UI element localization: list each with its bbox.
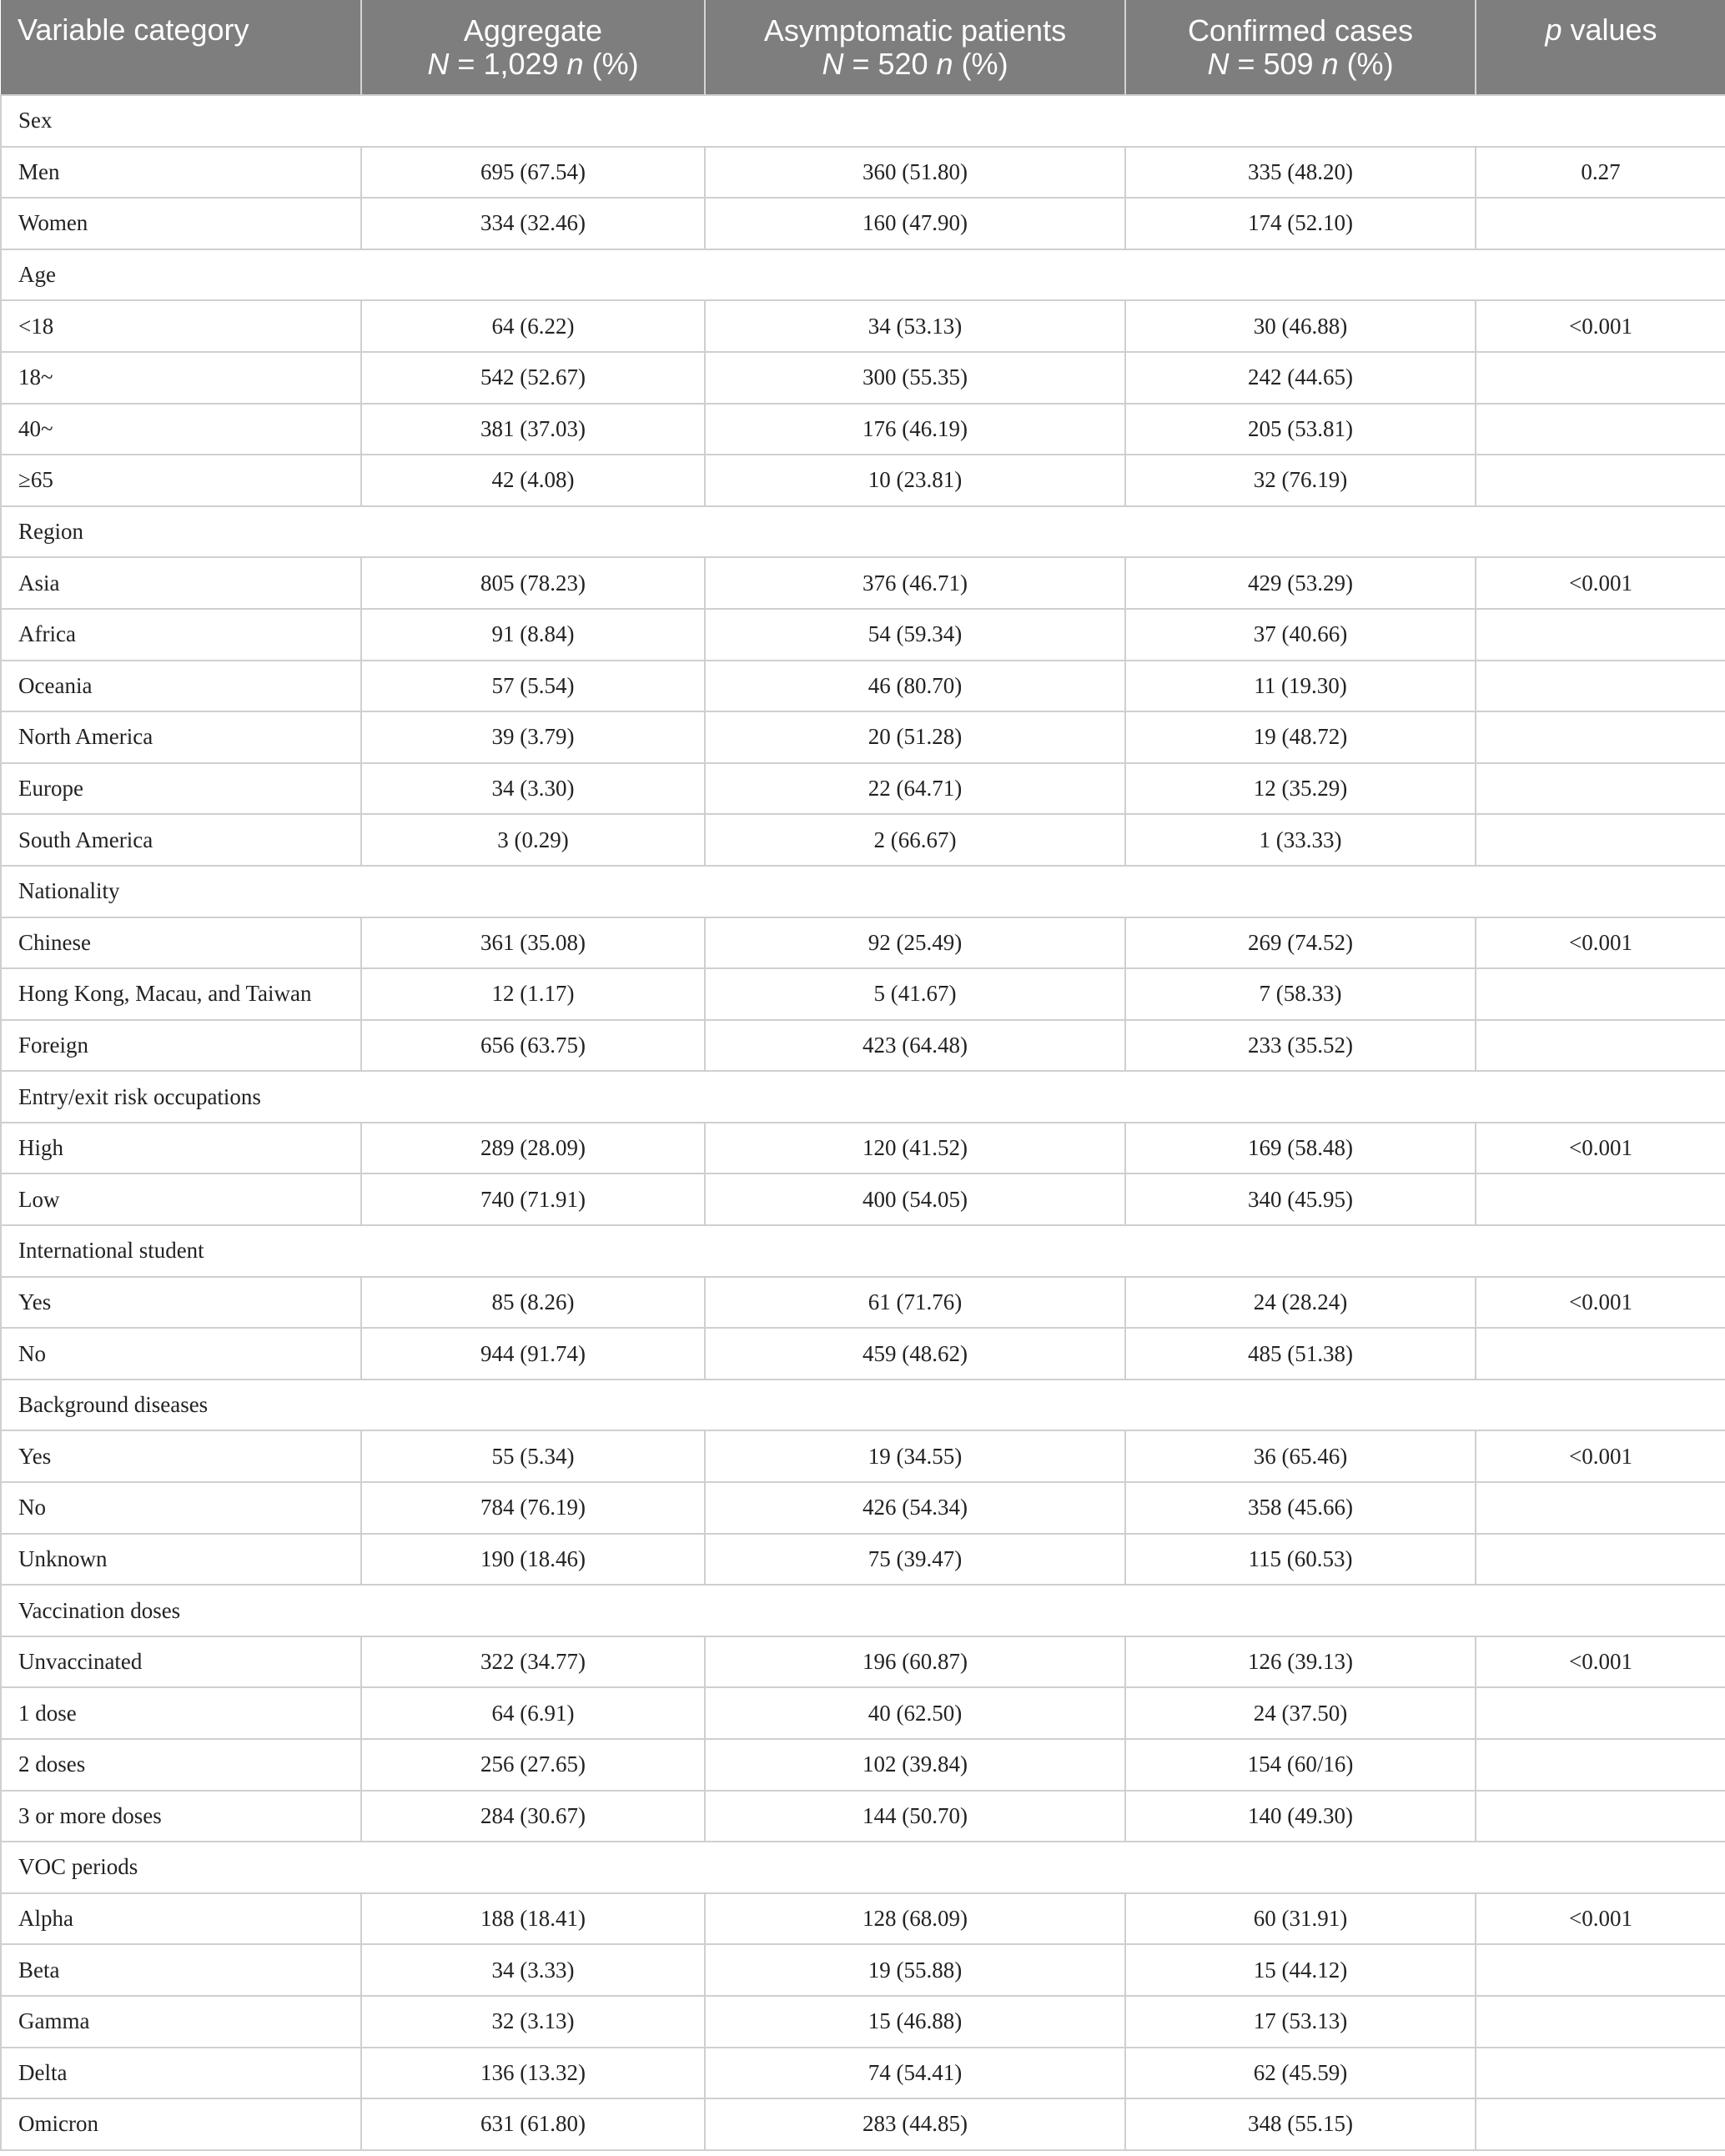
p-value-cell	[1476, 198, 1725, 249]
header-aggregate-n: N = 1,029 n (%)	[427, 46, 639, 81]
row-label: High	[1, 1123, 361, 1174]
confirmed-cell: 126 (39.13)	[1125, 1636, 1476, 1688]
p-value-cell: <0.001	[1476, 1636, 1725, 1688]
header-asymptomatic-title: Asymptomatic patients	[763, 13, 1067, 48]
table-header	[1, 0, 1725, 95]
aggregate-cell: 12 (1.17)	[361, 968, 705, 1020]
row-label: Asia	[1, 557, 361, 609]
row-label: 1 dose	[1, 1687, 361, 1739]
p-value-cell	[1476, 711, 1725, 763]
header-row	[1, 0, 1725, 95]
category-row	[1, 866, 1725, 917]
aggregate-cell: 32 (3.13)	[361, 1996, 705, 2048]
confirmed-cell: 269 (74.52)	[1125, 917, 1476, 969]
row-label: Yes	[1, 1277, 361, 1329]
category-row	[1, 1071, 1725, 1123]
confirmed-cell: 485 (51.38)	[1125, 1328, 1476, 1380]
p-value-cell: <0.001	[1476, 917, 1725, 969]
p-value-cell	[1476, 1739, 1725, 1791]
row-label: North America	[1, 711, 361, 763]
table-row	[1, 1328, 1725, 1380]
header-confirmed-n: N = 509 n (%)	[1207, 46, 1394, 81]
p-value-cell: <0.001	[1476, 1277, 1725, 1329]
header-confirmed	[1125, 0, 1476, 95]
confirmed-cell: 358 (45.66)	[1125, 1482, 1476, 1534]
category-label: Entry/exit risk occupations	[1, 1071, 1725, 1123]
asymptomatic-cell: 128 (68.09)	[705, 1893, 1125, 1945]
category-label: Nationality	[1, 866, 1725, 917]
aggregate-cell: 39 (3.79)	[361, 711, 705, 763]
p-value-cell	[1476, 1687, 1725, 1739]
table-row	[1, 404, 1725, 455]
header-aggregate	[361, 0, 705, 95]
aggregate-cell: 64 (6.22)	[361, 300, 705, 352]
category-row	[1, 506, 1725, 558]
table-row	[1, 1430, 1725, 1482]
table-row	[1, 1687, 1725, 1739]
category-label: Age	[1, 249, 1725, 301]
aggregate-cell: 361 (35.08)	[361, 917, 705, 969]
confirmed-cell: 62 (45.59)	[1125, 2048, 1476, 2099]
confirmed-cell: 24 (37.50)	[1125, 1687, 1476, 1739]
asymptomatic-cell: 376 (46.71)	[705, 557, 1125, 609]
table-row	[1, 557, 1725, 609]
row-label: Delta	[1, 2048, 361, 2099]
asymptomatic-cell: 120 (41.52)	[705, 1123, 1125, 1174]
asymptomatic-cell: 400 (54.05)	[705, 1173, 1125, 1225]
p-value-cell	[1476, 1534, 1725, 1586]
row-label: Alpha	[1, 1893, 361, 1945]
header-aggregate-title: Aggregate	[463, 13, 603, 48]
aggregate-cell: 190 (18.46)	[361, 1534, 705, 1586]
table-row	[1, 1739, 1725, 1791]
confirmed-cell: 12 (35.29)	[1125, 763, 1476, 815]
aggregate-cell: 542 (52.67)	[361, 352, 705, 404]
asymptomatic-cell: 92 (25.49)	[705, 917, 1125, 969]
row-label: Low	[1, 1173, 361, 1225]
confirmed-cell: 429 (53.29)	[1125, 557, 1476, 609]
aggregate-cell: 42 (4.08)	[361, 455, 705, 506]
confirmed-cell: 15 (44.12)	[1125, 1944, 1476, 1996]
confirmed-cell: 17 (53.13)	[1125, 1996, 1476, 2048]
category-row	[1, 1380, 1725, 1431]
p-value-cell	[1476, 404, 1725, 455]
row-label: Unknown	[1, 1534, 361, 1586]
header-confirmed-title: Confirmed cases	[1187, 13, 1414, 48]
row-label: ≥65	[1, 455, 361, 506]
aggregate-cell: 631 (61.80)	[361, 2098, 705, 2150]
aggregate-cell: 55 (5.34)	[361, 1430, 705, 1482]
asymptomatic-cell: 61 (71.76)	[705, 1277, 1125, 1329]
table-row	[1, 198, 1725, 249]
aggregate-cell: 64 (6.91)	[361, 1687, 705, 1739]
aggregate-cell: 740 (71.91)	[361, 1173, 705, 1225]
aggregate-cell: 34 (3.33)	[361, 1944, 705, 1996]
aggregate-cell: 57 (5.54)	[361, 661, 705, 712]
confirmed-cell: 174 (52.10)	[1125, 198, 1476, 249]
asymptomatic-cell: 300 (55.35)	[705, 352, 1125, 404]
confirmed-cell: 32 (76.19)	[1125, 455, 1476, 506]
p-value-cell	[1476, 661, 1725, 712]
confirmed-cell: 115 (60.53)	[1125, 1534, 1476, 1586]
asymptomatic-cell: 20 (51.28)	[705, 711, 1125, 763]
p-value-cell	[1476, 814, 1725, 866]
table-row	[1, 1636, 1725, 1688]
table-row	[1, 711, 1725, 763]
aggregate-cell: 136 (13.32)	[361, 2048, 705, 2099]
p-value-cell: 0.27	[1476, 147, 1725, 199]
confirmed-cell: 233 (35.52)	[1125, 1020, 1476, 1072]
category-label: Background diseases	[1, 1380, 1725, 1431]
row-label: Unvaccinated	[1, 1636, 361, 1688]
category-row	[1, 95, 1725, 147]
asymptomatic-cell: 34 (53.13)	[705, 300, 1125, 352]
asymptomatic-cell: 459 (48.62)	[705, 1328, 1125, 1380]
row-label: Yes	[1, 1430, 361, 1482]
table-row	[1, 814, 1725, 866]
p-value-cell	[1476, 1020, 1725, 1072]
p-value-cell	[1476, 1482, 1725, 1534]
asymptomatic-cell: 10 (23.81)	[705, 455, 1125, 506]
aggregate-cell: 34 (3.30)	[361, 763, 705, 815]
asymptomatic-cell: 144 (50.70)	[705, 1791, 1125, 1842]
table-row	[1, 1893, 1725, 1945]
confirmed-cell: 60 (31.91)	[1125, 1893, 1476, 1945]
confirmed-cell: 205 (53.81)	[1125, 404, 1476, 455]
asymptomatic-cell: 196 (60.87)	[705, 1636, 1125, 1688]
row-label: <18	[1, 300, 361, 352]
confirmed-cell: 140 (49.30)	[1125, 1791, 1476, 1842]
row-label: No	[1, 1482, 361, 1534]
p-value-cell	[1476, 609, 1725, 661]
asymptomatic-cell: 40 (62.50)	[705, 1687, 1125, 1739]
table-row	[1, 2098, 1725, 2150]
header-p-values: p values	[1476, 0, 1725, 95]
p-value-cell: <0.001	[1476, 1430, 1725, 1482]
confirmed-cell: 19 (48.72)	[1125, 711, 1476, 763]
row-label: Foreign	[1, 1020, 361, 1072]
aggregate-cell: 784 (76.19)	[361, 1482, 705, 1534]
row-label: Beta	[1, 1944, 361, 1996]
asymptomatic-cell: 176 (46.19)	[705, 404, 1125, 455]
aggregate-cell: 188 (18.41)	[361, 1893, 705, 1945]
table-row	[1, 968, 1725, 1020]
aggregate-cell: 381 (37.03)	[361, 404, 705, 455]
aggregate-cell: 85 (8.26)	[361, 1277, 705, 1329]
category-label: Vaccination doses	[1, 1585, 1725, 1636]
table-row	[1, 1791, 1725, 1842]
confirmed-cell: 154 (60/16)	[1125, 1739, 1476, 1791]
p-value-cell	[1476, 1996, 1725, 2048]
row-label: 2 doses	[1, 1739, 361, 1791]
category-row	[1, 1585, 1725, 1636]
asymptomatic-cell: 74 (54.41)	[705, 2048, 1125, 2099]
asymptomatic-cell: 5 (41.67)	[705, 968, 1125, 1020]
category-row	[1, 1842, 1725, 1893]
row-label: Chinese	[1, 917, 361, 969]
row-label: Europe	[1, 763, 361, 815]
row-label: South America	[1, 814, 361, 866]
category-label: International student	[1, 1225, 1725, 1277]
row-label: 40~	[1, 404, 361, 455]
asymptomatic-cell: 46 (80.70)	[705, 661, 1125, 712]
asymptomatic-cell: 19 (34.55)	[705, 1430, 1125, 1482]
asymptomatic-cell: 75 (39.47)	[705, 1534, 1125, 1586]
table-row	[1, 1944, 1725, 1996]
confirmed-cell: 7 (58.33)	[1125, 968, 1476, 1020]
asymptomatic-cell: 160 (47.90)	[705, 198, 1125, 249]
p-value-cell	[1476, 763, 1725, 815]
p-value-cell	[1476, 1791, 1725, 1842]
confirmed-cell: 1 (33.33)	[1125, 814, 1476, 866]
confirmed-cell: 24 (28.24)	[1125, 1277, 1476, 1329]
asymptomatic-cell: 2 (66.67)	[705, 814, 1125, 866]
table-row	[1, 352, 1725, 404]
asymptomatic-cell: 426 (54.34)	[705, 1482, 1125, 1534]
p-value-cell: <0.001	[1476, 1893, 1725, 1945]
asymptomatic-cell: 22 (64.71)	[705, 763, 1125, 815]
row-label: No	[1, 1328, 361, 1380]
asymptomatic-cell: 54 (59.34)	[705, 609, 1125, 661]
row-label: Hong Kong, Macau, and Taiwan	[1, 968, 361, 1020]
row-label: Women	[1, 198, 361, 249]
asymptomatic-cell: 283 (44.85)	[705, 2098, 1125, 2150]
asymptomatic-cell: 15 (46.88)	[705, 1996, 1125, 2048]
p-value-cell	[1476, 1173, 1725, 1225]
aggregate-cell: 91 (8.84)	[361, 609, 705, 661]
asymptomatic-cell: 360 (51.80)	[705, 147, 1125, 199]
row-label: Africa	[1, 609, 361, 661]
p-value-cell	[1476, 1944, 1725, 1996]
category-row	[1, 249, 1725, 301]
aggregate-cell: 256 (27.65)	[361, 1739, 705, 1791]
category-label: VOC periods	[1, 1842, 1725, 1893]
aggregate-cell: 322 (34.77)	[361, 1636, 705, 1688]
table-row	[1, 1996, 1725, 2048]
row-label: Omicron	[1, 2098, 361, 2150]
aggregate-cell: 289 (28.09)	[361, 1123, 705, 1174]
row-label: Gamma	[1, 1996, 361, 2048]
table-row	[1, 1277, 1725, 1329]
asymptomatic-cell: 19 (55.88)	[705, 1944, 1125, 1996]
table-row	[1, 763, 1725, 815]
p-value-cell: <0.001	[1476, 557, 1725, 609]
table-body	[1, 95, 1725, 2150]
confirmed-cell: 37 (40.66)	[1125, 609, 1476, 661]
p-value-cell	[1476, 352, 1725, 404]
p-value-cell	[1476, 2098, 1725, 2150]
table-row	[1, 2048, 1725, 2099]
confirmed-cell: 169 (58.48)	[1125, 1123, 1476, 1174]
p-value-cell	[1476, 455, 1725, 506]
confirmed-cell: 11 (19.30)	[1125, 661, 1476, 712]
aggregate-cell: 944 (91.74)	[361, 1328, 705, 1380]
p-value-cell	[1476, 2048, 1725, 2099]
aggregate-cell: 3 (0.29)	[361, 814, 705, 866]
table-row	[1, 609, 1725, 661]
p-value-cell	[1476, 968, 1725, 1020]
table-row	[1, 661, 1725, 712]
aggregate-cell: 805 (78.23)	[361, 557, 705, 609]
aggregate-cell: 334 (32.46)	[361, 198, 705, 249]
confirmed-cell: 242 (44.65)	[1125, 352, 1476, 404]
confirmed-cell: 335 (48.20)	[1125, 147, 1476, 199]
header-variable-category: Variable category	[1, 0, 361, 95]
table-row	[1, 1534, 1725, 1586]
row-label: 3 or more doses	[1, 1791, 361, 1842]
asymptomatic-cell: 102 (39.84)	[705, 1739, 1125, 1791]
p-value-cell: <0.001	[1476, 300, 1725, 352]
row-label: Men	[1, 147, 361, 199]
table-row	[1, 917, 1725, 969]
aggregate-cell: 695 (67.54)	[361, 147, 705, 199]
category-row	[1, 1225, 1725, 1277]
category-label: Region	[1, 506, 1725, 558]
header-asymptomatic	[705, 0, 1125, 95]
confirmed-cell: 348 (55.15)	[1125, 2098, 1476, 2150]
table-row	[1, 1173, 1725, 1225]
table-row	[1, 1020, 1725, 1072]
table-row	[1, 455, 1725, 506]
aggregate-cell: 284 (30.67)	[361, 1791, 705, 1842]
p-value-cell: <0.001	[1476, 1123, 1725, 1174]
aggregate-cell: 656 (63.75)	[361, 1020, 705, 1072]
table-row	[1, 300, 1725, 352]
table-row	[1, 1482, 1725, 1534]
confirmed-cell: 340 (45.95)	[1125, 1173, 1476, 1225]
asymptomatic-cell: 423 (64.48)	[705, 1020, 1125, 1072]
table-row	[1, 1123, 1725, 1174]
header-asymptomatic-n: N = 520 n (%)	[822, 46, 1008, 81]
row-label: Oceania	[1, 661, 361, 712]
confirmed-cell: 30 (46.88)	[1125, 300, 1476, 352]
confirmed-cell: 36 (65.46)	[1125, 1430, 1476, 1482]
row-label: 18~	[1, 352, 361, 404]
table-row	[1, 147, 1725, 199]
category-label: Sex	[1, 95, 1725, 147]
p-value-cell	[1476, 1328, 1725, 1380]
